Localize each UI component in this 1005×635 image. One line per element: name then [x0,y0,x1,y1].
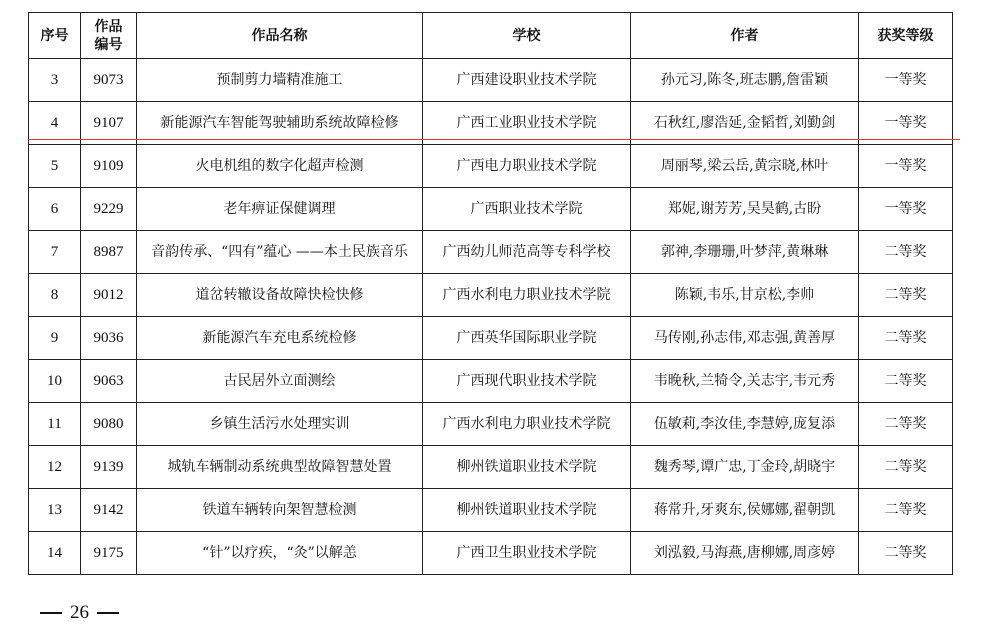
cell-title: 城轨车辆制动系统典型故障智慧处置 [137,446,423,489]
cell-code: 9073 [81,59,137,102]
cell-authors: 石秋红,廖浩延,金韬哲,刘勤剑 [631,102,859,145]
page-dash-left [40,612,62,614]
cell-title: 火电机组的数字化超声检测 [137,145,423,188]
cell-title: 道岔转辙设备故障快检快修 [137,274,423,317]
cell-award: 二等奖 [859,403,953,446]
header-authors: 作者 [631,13,859,59]
cell-code: 9109 [81,145,137,188]
cell-title: 预制剪力墙精准施工 [137,59,423,102]
table-row [29,532,953,575]
cell-award: 一等奖 [859,102,953,145]
cell-authors: 郑妮,谢芳芳,吴昊鹤,古盼 [631,188,859,231]
cell-code: 9229 [81,188,137,231]
table-row [29,403,953,446]
cell-school: 广西水利电力职业技术学院 [423,403,631,446]
cell-school: 柳州铁道职业技术学院 [423,446,631,489]
cell-award: 二等奖 [859,360,953,403]
cell-authors: 周丽琴,梁云岳,黄宗晓,林叶 [631,145,859,188]
cell-code: 9036 [81,317,137,360]
cell-code: 9175 [81,532,137,575]
cell-code: 9063 [81,360,137,403]
cell-authors: 伍敏莉,李汝佳,李慧婷,庞复添 [631,403,859,446]
cell-seq: 8 [29,274,81,317]
page-number-text: 26 [70,602,89,623]
cell-authors: 魏秀琴,谭广忠,丁金玲,胡晓宇 [631,446,859,489]
cell-authors: 郭神,李珊珊,叶梦萍,黄琳琳 [631,231,859,274]
cell-school: 广西英华国际职业学院 [423,317,631,360]
cell-authors: 韦晚秋,兰犄令,关志宇,韦元秀 [631,360,859,403]
cell-title: 新能源汽车充电系统检修 [137,317,423,360]
cell-award: 一等奖 [859,59,953,102]
awards-table-container [28,12,952,575]
cell-school: 广西建设职业技术学院 [423,59,631,102]
cell-school: 广西现代职业技术学院 [423,360,631,403]
cell-school: 广西幼儿师范高等专科学校 [423,231,631,274]
cell-school: 广西水利电力职业技术学院 [423,274,631,317]
cell-title: 古民居外立面测绘 [137,360,423,403]
cell-seq: 9 [29,317,81,360]
cell-seq: 5 [29,145,81,188]
cell-code: 9012 [81,274,137,317]
cell-seq: 10 [29,360,81,403]
table-row [29,231,953,274]
cell-award: 一等奖 [859,188,953,231]
cell-school: 柳州铁道职业技术学院 [423,489,631,532]
cell-seq: 13 [29,489,81,532]
cell-seq: 6 [29,188,81,231]
cell-award: 二等奖 [859,446,953,489]
header-title: 作品名称 [137,13,423,59]
cell-school: 广西工业职业技术学院 [423,102,631,145]
cell-title: 乡镇生活污水处理实训 [137,403,423,446]
table-row [29,274,953,317]
cell-award: 二等奖 [859,317,953,360]
cell-code: 9107 [81,102,137,145]
cell-title: 新能源汽车智能驾驶辅助系统故障检修 [137,102,423,145]
cell-award: 一等奖 [859,145,953,188]
cell-seq: 7 [29,231,81,274]
cell-title: 铁道车辆转向架智慧检测 [137,489,423,532]
cell-title: 音韵传承、“四有”蕴心 ——本土民族音乐 [137,231,423,274]
cell-authors: 马传刚,孙志伟,邓志强,黄善厚 [631,317,859,360]
table-row [29,317,953,360]
table-header [29,13,953,59]
cell-title: “针”以疗疾，“灸”以解恙 [137,532,423,575]
cell-authors: 刘泓毅,马海燕,唐柳娜,周彦婷 [631,532,859,575]
cell-award: 二等奖 [859,489,953,532]
cell-school: 广西电力职业技术学院 [423,145,631,188]
cell-seq: 4 [29,102,81,145]
cell-code: 8987 [81,231,137,274]
cell-school: 广西职业技术学院 [423,188,631,231]
cell-seq: 14 [29,532,81,575]
cell-school: 广西卫生职业技术学院 [423,532,631,575]
cell-award: 二等奖 [859,532,953,575]
cell-seq: 3 [29,59,81,102]
table-row [29,59,953,102]
red-rule-line [28,139,960,140]
header-award: 获奖等级 [859,13,953,59]
cell-authors: 陈颖,韦乐,甘京松,李帅 [631,274,859,317]
cell-code: 9080 [81,403,137,446]
cell-award: 二等奖 [859,231,953,274]
table-row [29,145,953,188]
page-dash-right [97,612,119,614]
cell-code: 9139 [81,446,137,489]
table-row [29,446,953,489]
table-body [29,59,953,575]
header-code: 作品编号 [81,13,137,59]
cell-authors: 蒋常升,牙爽东,侯娜娜,翟朝凯 [631,489,859,532]
awards-table [28,12,953,575]
table-row [29,489,953,532]
cell-award: 二等奖 [859,274,953,317]
cell-code: 9142 [81,489,137,532]
cell-authors: 孙元习,陈冬,班志鹏,詹雷颖 [631,59,859,102]
cell-seq: 11 [29,403,81,446]
cell-seq: 12 [29,446,81,489]
header-seq: 序号 [29,13,81,59]
page-number [40,600,119,626]
header-school: 学校 [423,13,631,59]
table-row [29,360,953,403]
cell-title: 老年痹证保健调理 [137,188,423,231]
table-row [29,188,953,231]
header-row [29,13,953,59]
